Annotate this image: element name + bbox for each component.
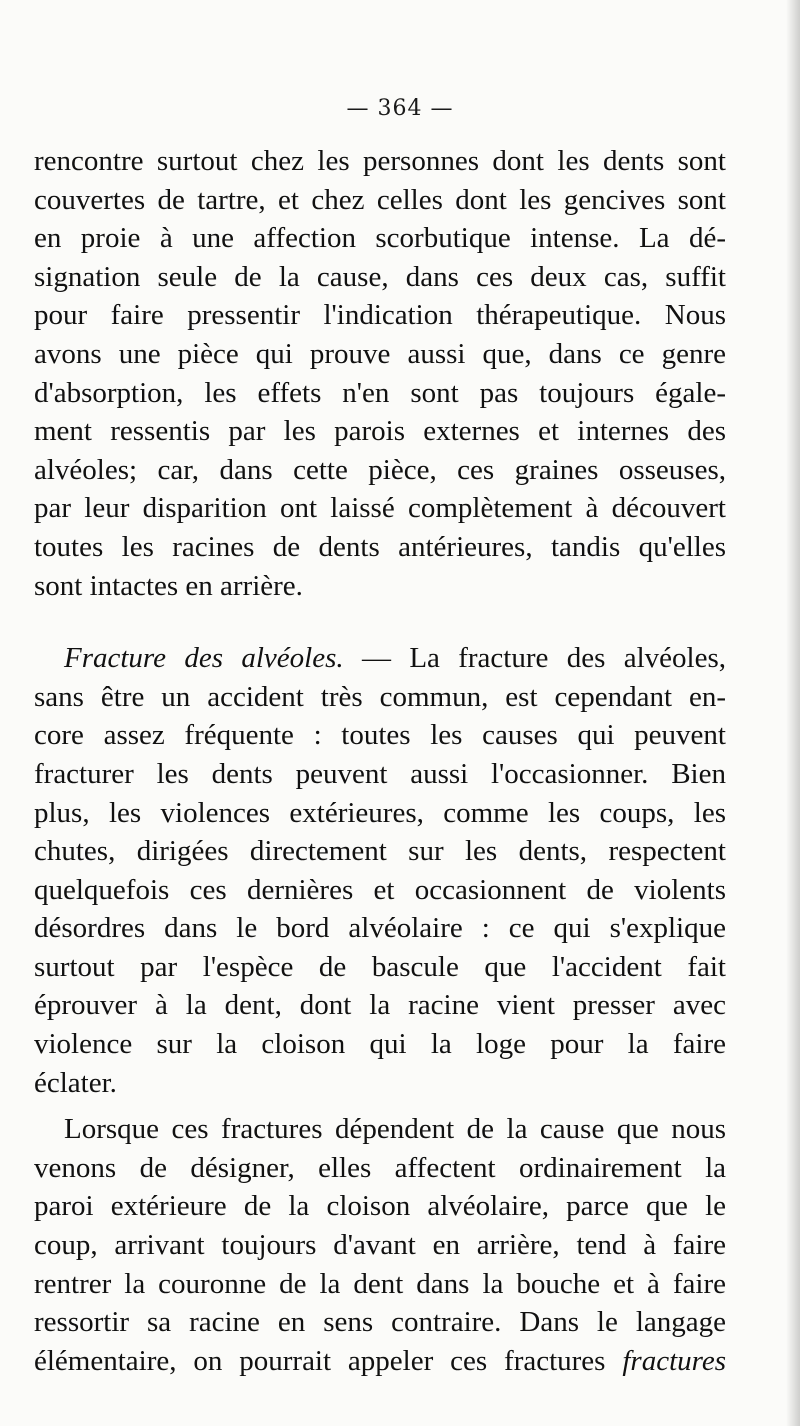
text-line: fracturer les dents peuvent aussi l'occasionner. Bien [34, 757, 726, 790]
section-first-line [34, 639, 726, 678]
text-line: chutes, dirigées directement sur les dents, respectent [34, 835, 726, 868]
italic-fragment: fractures [622, 1344, 726, 1377]
text-line: violence sur la cloison qui la loge pour la faire [34, 1028, 726, 1061]
text-line: rentrer la couronne de la dent dans la bouche et à faire [34, 1267, 726, 1300]
paragraph-gap [34, 1102, 726, 1110]
text-line: couvertes de tartre, et chez celles dont les gencives sont [34, 183, 726, 216]
text-line: signation seule de la cause, dans ces deux cas, suffit [34, 260, 726, 293]
text-line: coup, arrivant toujours d'avant en arrière, tend à faire [34, 1229, 726, 1262]
text-line: désordres dans le bord alvéolaire : ce qui s'explique [34, 912, 726, 945]
text-line: d'absorption, les effets n'en sont pas toujours égale- [34, 376, 726, 409]
text-line: sans être un accident très commun, est cependant en- [34, 680, 726, 713]
text-line: core assez fréquente : toutes les causes qui peuvent [34, 719, 726, 752]
text-line: ressortir sa racine en sens contraire. Dans le langage [34, 1306, 726, 1339]
text-line: Lorsque ces fractures dépendent de la cause que nous [64, 1113, 726, 1146]
text-line: rencontre surtout chez les personnes dont les dents sont [34, 145, 726, 177]
page-number: — 364 — [346, 96, 454, 121]
text-line: avons une pièce qui prouve aussi que, dans ce genre [34, 337, 726, 370]
section-heading: Fracture des alvéoles. [64, 642, 344, 675]
paragraph-gap [34, 605, 726, 639]
text-line-final [34, 1342, 726, 1381]
text-line: ment ressentis par les parois externes et internes des [34, 415, 726, 448]
text-line: pour faire pressentir l'indication thérapeutique. Nous [34, 299, 726, 332]
text-line: toutes les racines de dents antérieures, tandis qu'elles [34, 530, 726, 563]
text-fragment: — La fracture des alvéoles, [343, 642, 726, 675]
text-line: alvéoles; car, dans cette pièce, ces graines osseuses, [34, 453, 726, 486]
text-line: plus, les violences extérieures, comme les coups, les [34, 796, 726, 829]
text-line: éclater. [34, 1066, 117, 1099]
text-line: surtout par l'espèce de bascule que l'accident fait [34, 950, 726, 983]
text-line: quelquefois ces dernières et occasionnent de violents [34, 873, 726, 906]
text-line: sont intactes en arrière. [34, 569, 303, 602]
body-text [34, 142, 726, 1380]
text-line: éprouver à la dent, dont la racine vient presser avec [34, 989, 726, 1022]
text-line: venons de désigner, elles affectent ordinairement la [34, 1151, 726, 1184]
text-line: paroi extérieure de la cloison alvéolaire, parce que le [34, 1190, 726, 1223]
text-fragment: élémentaire, on pourrait appeler ces fractures [34, 1344, 623, 1377]
text-line: par leur disparition ont laissé complètement à découvert [34, 492, 726, 525]
text-line: en proie à une affection scorbutique intense. La dé- [34, 222, 726, 255]
